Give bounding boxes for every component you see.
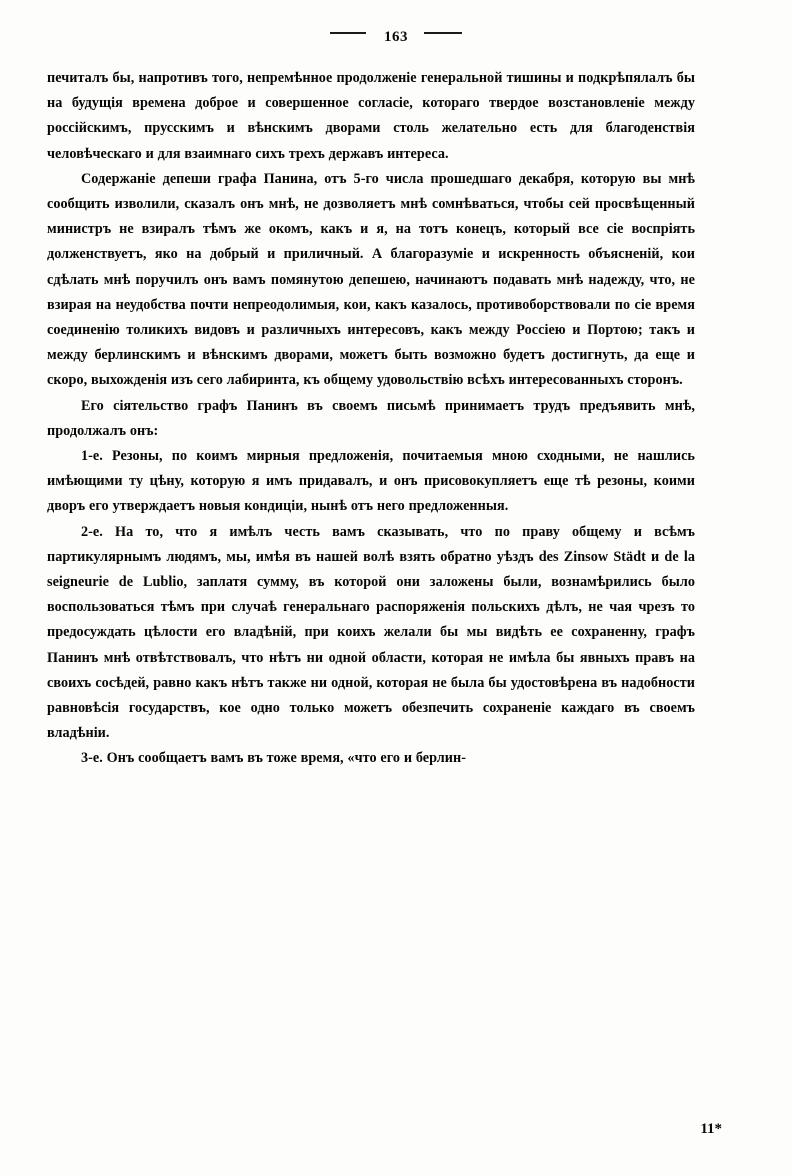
page-number-header bbox=[0, 28, 792, 46]
paragraph: 2-е. На то, что я имѣлъ честь вамъ сказывать, что по праву общему и всѣмъ партикулярнымъ людямъ, мы, имѣя въ нашей волѣ взять обратно уѣздъ des Zinsow Städt и de la seigneurie de Lublio, заплатя сумму, въ которой они заложены были, вознамѣрились было воспользоваться тѣмъ при случаѣ генеральнаго распоряженія польскихъ дѣлъ, не чая чрезъ то предосуждать цѣлости его владѣній, при коихъ желали бы мы видѣть ее сохраненну, графъ Панинъ мнѣ отвѣтствовалъ, что нѣтъ ни одной области, которая не имѣла бы явныхъ правъ на своихъ сосѣдей, равно какъ нѣтъ также ни одной, которая не была бы удостовѣрена въ надобности равновѣсія государствъ, кое одно только можетъ обезпечить сохраненіе каждаго въ своемъ владѣніи. bbox=[47, 523, 695, 742]
page-number: 163 bbox=[384, 29, 408, 45]
paragraph: 1-е. Резоны, по коимъ мирныя предложенія, почитаемыя мною сходными, не нашлись имѣющими ту цѣну, которую я имъ придавалъ, и онъ присовокупляетъ еще тѣ резоны, коими дворъ его утверждаетъ новыя кондиціи, нынѣ отъ него предложенныя. bbox=[47, 448, 695, 515]
paragraph: печиталъ бы, напротивъ того, непремѣнное продолженіе генеральной тишины и подкрѣпялалъ бы на будущія времена доброе и совершенное согласіе, котораго твердое возстановленіе между россійскимъ, прусскимъ и вѣнскимъ дворами столь желательно есть для благоденствія человѣческаго и для взаимнаго сихъ трехъ державъ интереса. bbox=[47, 70, 695, 162]
paragraph: 3-е. Онъ сообщаетъ вамъ въ тоже время, «что его и берлин- bbox=[81, 750, 466, 767]
paragraph: Его сіятельство графъ Панинъ въ своемъ письмѣ принимаетъ трудъ предъявить мнѣ, продолжалъ онъ: bbox=[47, 397, 695, 439]
body-text bbox=[47, 66, 695, 772]
paragraph: Содержаніе депеши графа Панина, отъ 5-го числа прошедшаго декабря, которую вы мнѣ сообщить изволили, сказалъ онъ мнѣ, не дозволяетъ мнѣ сомнѣваться, чтобы сей просвѣщенный министръ не взиралъ тѣмъ же окомъ, какъ и я, на тотъ конецъ, который все сіе воспріять долженствуетъ, яко на добрый и приличный. А благоразуміе и искренность объясненій, кои сдѣлать мнѣ поручилъ онъ вамъ помянутою депешею, начинаютъ подавать мнѣ надежду, что, не взирая на неудобства почти непреодолимыя, кои, какъ казалось, противоборствовали по сіе время соединенію толикихъ видовъ и различныхъ интересовъ, какъ между Россіею и Портою; такъ и между берлинскимъ и вѣнскимъ дворами, можетъ быть возможно будетъ достигнуть, да еще и скоро, выхожденія изъ сего лабиринта, къ общему удовольствію всѣхъ интересованныхъ сторонъ. bbox=[47, 170, 695, 389]
signature-mark: 11* bbox=[700, 1121, 722, 1137]
